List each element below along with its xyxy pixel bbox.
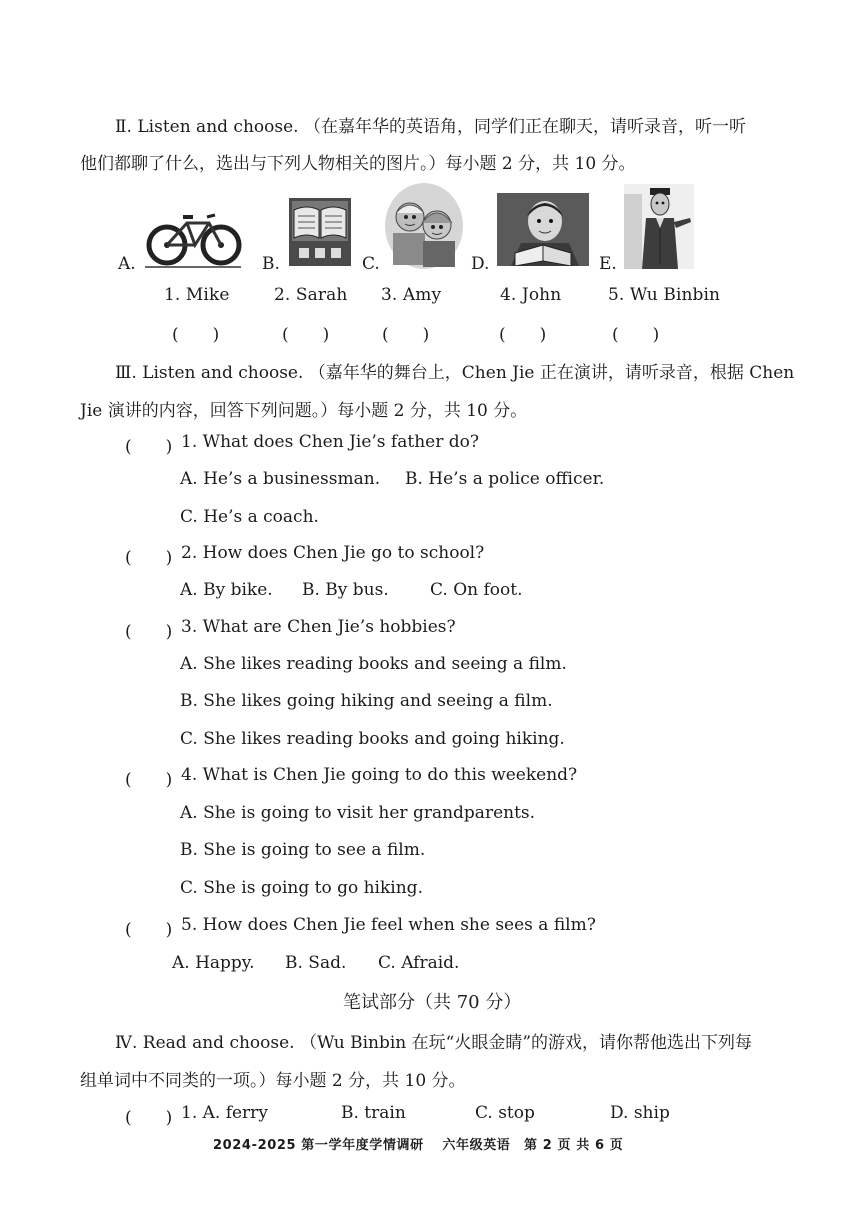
answer-blank[interactable]: ( ) [382, 325, 430, 345]
bicycle-icon [143, 207, 243, 269]
section-4-heading-line1: Ⅳ. Read and choose. （Wu Binbin 在玩“火眼金睛”的游戏，请你帮他选出下列每 [115, 1033, 753, 1053]
option: B. He’s a police officer. [405, 469, 605, 489]
answer-blank[interactable]: ( ) [125, 548, 173, 568]
answer-blank[interactable]: ( ) [125, 770, 173, 790]
written-part-title: 笔试部分（共 70 分） [343, 992, 522, 1013]
answer-blank[interactable]: ( ) [125, 920, 173, 940]
word-option: D. ship [610, 1103, 670, 1123]
option: A. Happy. [172, 953, 255, 973]
question-text: 1. What does Chen Jie’s father do? [181, 432, 479, 452]
word-option: C. stop [475, 1103, 535, 1123]
answer-blank[interactable]: ( ) [125, 622, 173, 642]
picture-letter-e: E. [599, 254, 617, 274]
option: C. He’s a coach. [180, 507, 319, 527]
section-3-heading-line2: Jie 演讲的内容，回答下列问题。）每小题 2 分，共 10 分。 [80, 401, 528, 421]
option: B. She likes going hiking and seeing a film. [180, 691, 553, 711]
boy-reading-icon [497, 193, 589, 266]
option: C. On foot. [430, 580, 523, 600]
person-name: 5. Wu Binbin [608, 285, 721, 305]
person-name: 4. John [500, 285, 562, 305]
person-name: 2. Sarah [274, 285, 348, 305]
picture-letter-c: C. [362, 254, 380, 274]
section-4-heading-line2: 组单词中不同类的一项。）每小题 2 分，共 10 分。 [80, 1071, 466, 1091]
option: B. By bus. [302, 580, 389, 600]
answer-blank[interactable]: ( ) [612, 325, 660, 345]
option: B. She is going to see a film. [180, 840, 426, 860]
answer-blank[interactable]: ( ) [282, 325, 330, 345]
option: C. She is going to go hiking. [180, 878, 423, 898]
police-officer-icon [624, 184, 694, 269]
book-icon [289, 198, 351, 266]
option: C. Afraid. [378, 953, 460, 973]
question-text: 5. How does Chen Jie feel when she sees a film? [181, 915, 596, 935]
option: A. He’s a businessman. [180, 469, 381, 489]
picture-letter-b: B. [262, 254, 280, 274]
answer-blank[interactable]: ( ) [125, 1108, 173, 1128]
picture-letter-a: A. [118, 254, 136, 274]
answer-blank[interactable]: ( ) [172, 325, 220, 345]
section-2-heading-line2: 他们都聊了什么，选出与下列人物相关的图片。）每小题 2 分，共 10 分。 [80, 154, 636, 174]
option: A. By bike. [180, 580, 273, 600]
answer-blank[interactable]: ( ) [499, 325, 547, 345]
person-name: 1. Mike [164, 285, 230, 305]
person-name: 3. Amy [381, 285, 442, 305]
picture-letter-d: D. [471, 254, 490, 274]
grandparents-icon [385, 183, 463, 269]
option: A. She likes reading books and seeing a film. [180, 654, 567, 674]
option: A. She is going to visit her grandparents. [180, 803, 536, 823]
word-option: B. train [341, 1103, 406, 1123]
section-3-heading-line1: Ⅲ. Listen and choose. （嘉年华的舞台上，Chen Jie 正在演讲，请听录音，根据 Chen [115, 363, 795, 383]
section-2-heading-line1: Ⅱ. Listen and choose. （在嘉年华的英语角，同学们正在聊天，请听录音，听一听 [115, 117, 746, 137]
question-text: 3. What are Chen Jie’s hobbies? [181, 617, 456, 637]
option: B. Sad. [285, 953, 347, 973]
question-text: 4. What is Chen Jie going to do this weekend? [181, 765, 578, 785]
answer-blank[interactable]: ( ) [125, 437, 173, 457]
option: C. She likes reading books and going hiking. [180, 729, 565, 749]
question-text: 2. How does Chen Jie go to school? [181, 543, 485, 563]
word-option: 1. A. ferry [181, 1103, 268, 1123]
page-footer: 2024-2025 第一学年度学情调研 六年级英语 第 2 页 共 6 页 [213, 1138, 624, 1153]
